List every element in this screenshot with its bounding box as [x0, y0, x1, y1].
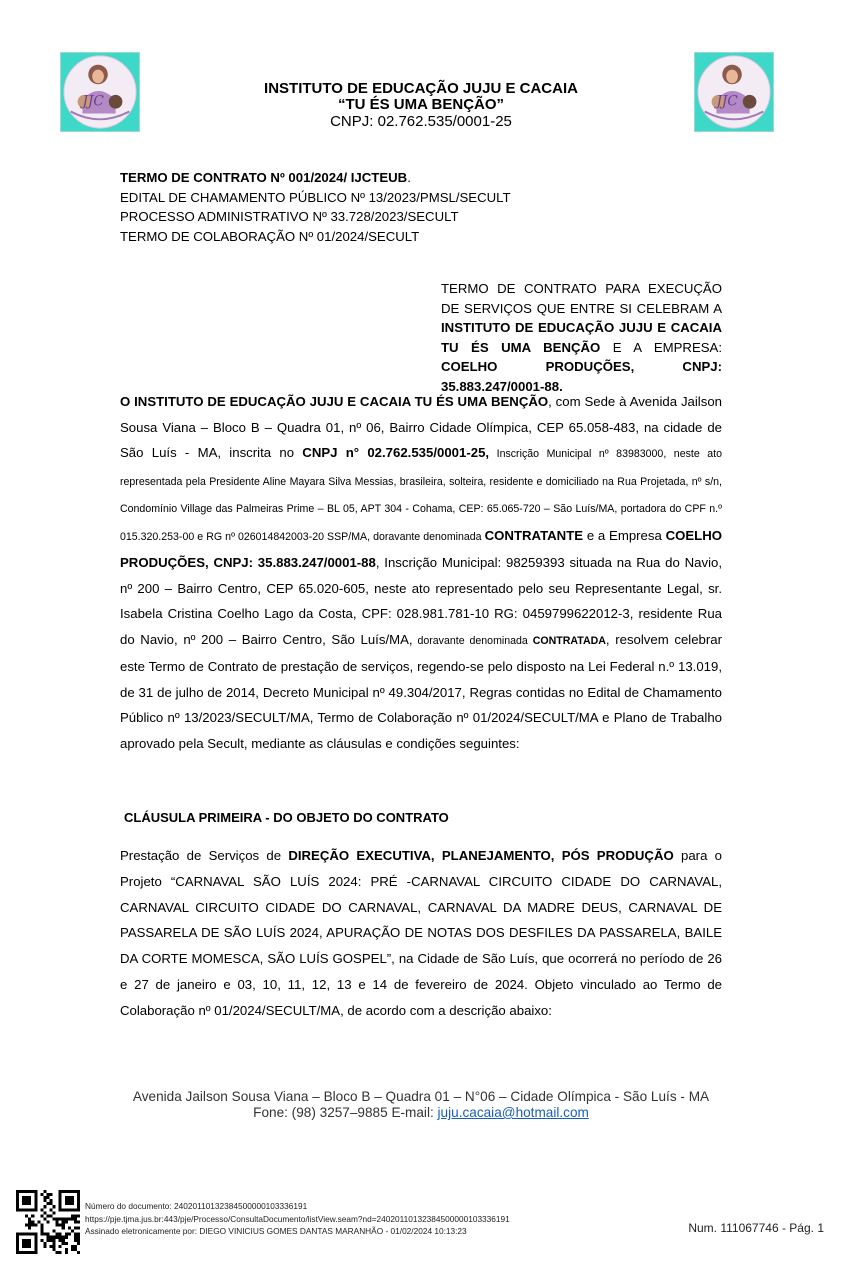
clause-1-title: CLÁUSULA PRIMEIRA - DO OBJETO DO CONTRATO: [124, 810, 449, 825]
logo-image: [61, 53, 139, 131]
collaboration-ref: TERMO DE COLABORAÇÃO Nº 01/2024/SECULT: [120, 228, 420, 244]
signature-info: Assinado eletronicamente por: DIEGO VINICIUS GOMES DANTAS MARANHÃO - 01/02/2024 10:13:23: [85, 1226, 467, 1236]
institute-name: INSTITUTO DE EDUCAÇÃO JUJU E CACAIA: [264, 80, 578, 97]
document-number: Número do documento: 24020110132384500000103336191: [85, 1201, 308, 1211]
logo-image: [695, 53, 773, 131]
qr-code-icon: [16, 1190, 80, 1254]
parties-paragraph: O INSTITUTO DE EDUCAÇÃO JUJU E CACAIA TU ÉS UMA BENÇÃO, com Sede à Avenida Jailson Sousa Viana – Bloco B – Quadra 01, nº 06, Bairro Cidade Olímpica, CEP 65.058-483, na cidade de São Luís - MA, inscrita no CNPJ n° 02.762.535/0001-25, Inscrição Municipal nº 83983000, neste ato representada pela Presidente Aline Mayara Silva Messias, brasileira, solteira, residente e domiciliado na Rua Projetada, nº s/n, Condomínio Village das Palmeiras Prime – BL 05, APT 304 - Cohama, CEP: 65.065-720 – São Luís/MA, portadora do CPF n.º 015.320.253-00 e RG nº 026014842003-20 SSP/MA, doravante denominada CONTRATANTE e a Empresa COELHO PRODUÇÕES, CNPJ: 35.883.247/0001-88, Inscrição Municipal: 98259393 situada na Rua do Navio, nº 200 – Bairro Centro, CEP 65.020-605, neste ato representado pelo seu Representante Legal, sr. Isabela Cristina Coelho Lago da Costa, CPF: 028.981.781-10 RG: 0459799622012-3, residente Rua do Navio, nº 200 – Bairro Centro, São Luís/MA, doravante denominada CONTRATADA, resolvem celebrar este Termo de Contrato de prestação de serviços, regendo-se pelo disposto na Lei Federal n.º 13.019, de 31 de julho de 2014, Decreto Municipal nº 49.304/2017, Regras contidas no Edital de Chamamento Público nº 13/2023/SECULT/MA, Termo de Colaboração nº 01/2024/SECULT/MA e Plano de Trabalho aprovado pela Secult, mediante as cláusulas e condições seguintes:: [120, 394, 723, 751]
contract-summary: TERMO DE CONTRATO PARA EXECUÇÃO DE SERVIÇOS QUE ENTRE SI CELEBRAM A INSTITUTO DE EDUCAÇÃO JUJU E CACAIA TU ÉS UMA BENÇÃO E A EMPRESA: COELHO PRODUÇÕES, CNPJ: 35.883.247/0001-88.: [441, 281, 723, 394]
footer-address: Avenida Jailson Sousa Viana – Bloco B – Quadra 01 – N°06 – Cidade Olímpica - São Luís - MA: [132, 1089, 710, 1104]
footer-contact: Fone: (98) 3257–9885 E-mail: juju.cacaia@hotmail.com: [253, 1105, 589, 1120]
svg-text:JJC: JJC: [82, 93, 104, 110]
process-ref: PROCESSO ADMINISTRATIVO Nº 33.728/2023/SECULT: [120, 209, 459, 224]
institute-logo-right: [694, 52, 774, 132]
contract-number: TERMO DE CONTRATO Nº 001/2024/ IJCTEUB.: [120, 170, 411, 185]
institute-cnpj: CNPJ: 02.762.535/0001-25: [330, 113, 512, 130]
letterhead: [140, 80, 702, 130]
svg-text:JJC: JJC: [716, 93, 738, 110]
document-url: https://pje.tjma.jus.br:443/pje/Processo/ConsultaDocumento/listView.seam?nd=24020110132384500000103336191: [85, 1213, 510, 1224]
edital-ref: EDITAL DE CHAMAMENTO PÚBLICO Nº 13/2023/PMSL/SECULT: [120, 189, 511, 205]
email-link[interactable]: juju.cacaia@hotmail.com: [437, 1105, 589, 1120]
page-number: Num. 111067746 - Pág. 1: [688, 1221, 824, 1235]
clause-1-body: Prestação de Serviços de DIREÇÃO EXECUTIVA, PLANEJAMENTO, PÓS PRODUÇÃO para o Projeto “CARNAVAL SÃO LUÍS 2024: PRÉ -CARNAVAL CIRCUITO CIDADE DO CARNAVAL, CARNAVAL CIRCUITO CIDADE DO CARNAVAL, CARNAVAL DA MADRE DEUS, CARNAVAL DE PASSARELA DE SÃO LUÍS 2024, APURAÇÃO DE NOTAS DOS DESFILES DA PASSARELA, BAILE DA CORTE MOMESCA, SÃO LUÍS GOSPEL”, na Cidade de São Luís, que ocorrerá no período de 26 e 27 de janeiro e 03, 10, 11, 12, 13 e 14 de fevereiro de 2024. Objeto vinculado ao Termo de Colaboração nº 01/2024/SECULT/MA, de acordo com a descrição abaixo:: [120, 848, 723, 1018]
page-footer: [100, 1089, 742, 1121]
reference-block: [120, 168, 511, 246]
institute-logo-left: [60, 52, 140, 132]
signature-metadata: [85, 1200, 510, 1238]
institute-motto: “TU ÉS UMA BENÇÃO”: [337, 96, 505, 113]
